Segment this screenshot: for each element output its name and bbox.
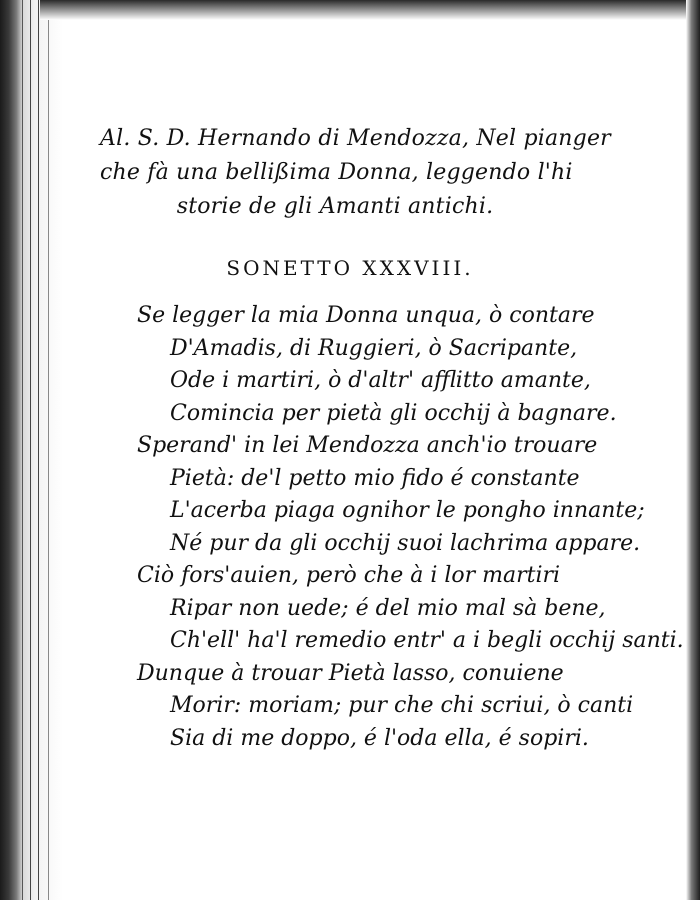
- poem-line: Comincia per pietà gli occhij à bagnare.: [170, 400, 617, 426]
- heading-line: che fà una bellißima Donna, leggendo l'hi: [100, 160, 573, 185]
- poem-line: Sperand' in lei Mendozza anch'io trouare: [137, 433, 598, 458]
- right-edge-shadow: [686, 0, 700, 900]
- heading-line: storie de gli Amanti antichi.: [176, 194, 494, 219]
- poem-line: Morir: moriam; pur che chi scriui, ò canti: [170, 693, 634, 718]
- sonnet-text: [137, 300, 684, 755]
- page-stack-edge: [22, 0, 63, 900]
- dedication-heading: [100, 122, 611, 224]
- poem-line: Ch'ell' ha'l remedio entr' a i begli occhij santi.: [170, 628, 684, 653]
- poem-line: D'Amadis, di Ruggieri, ò Sacripante,: [170, 335, 578, 361]
- poem-line: Pietà: de'l petto mio fido é constante: [170, 465, 580, 491]
- poem-line: Sia di me doppo, é l'oda ella, é sopiri.: [170, 725, 589, 751]
- sonnet-title: SONETTO XXXVIII.: [226, 256, 474, 280]
- poem-line: Se legger la mia Donna unqua, ò contare: [137, 303, 595, 328]
- page-edge-line: [48, 0, 49, 900]
- poem-line: Ode i martiri, ò d'altr' afflitto amante,: [170, 368, 591, 393]
- poem-line: Ciò fors'auien, però che à i lor martiri: [137, 563, 561, 588]
- page-edge-line: [30, 0, 31, 900]
- poem-line: L'acerba piaga ognihor le pongho innante;: [170, 498, 645, 523]
- top-edge-shadow: [40, 0, 700, 20]
- page-edge-line: [38, 0, 39, 900]
- poem-line: Né pur da gli occhij suoi lachrima appare.: [170, 530, 641, 556]
- poem-line: Ripar non uede; é del mio mal sà bene,: [170, 595, 606, 621]
- book-spine-shadow: [0, 0, 22, 900]
- poem-line: Dunque à trouar Pietà lasso, conuiene: [137, 660, 564, 686]
- heading-line: Al. S. D. Hernando di Mendozza, Nel pianger: [100, 126, 611, 151]
